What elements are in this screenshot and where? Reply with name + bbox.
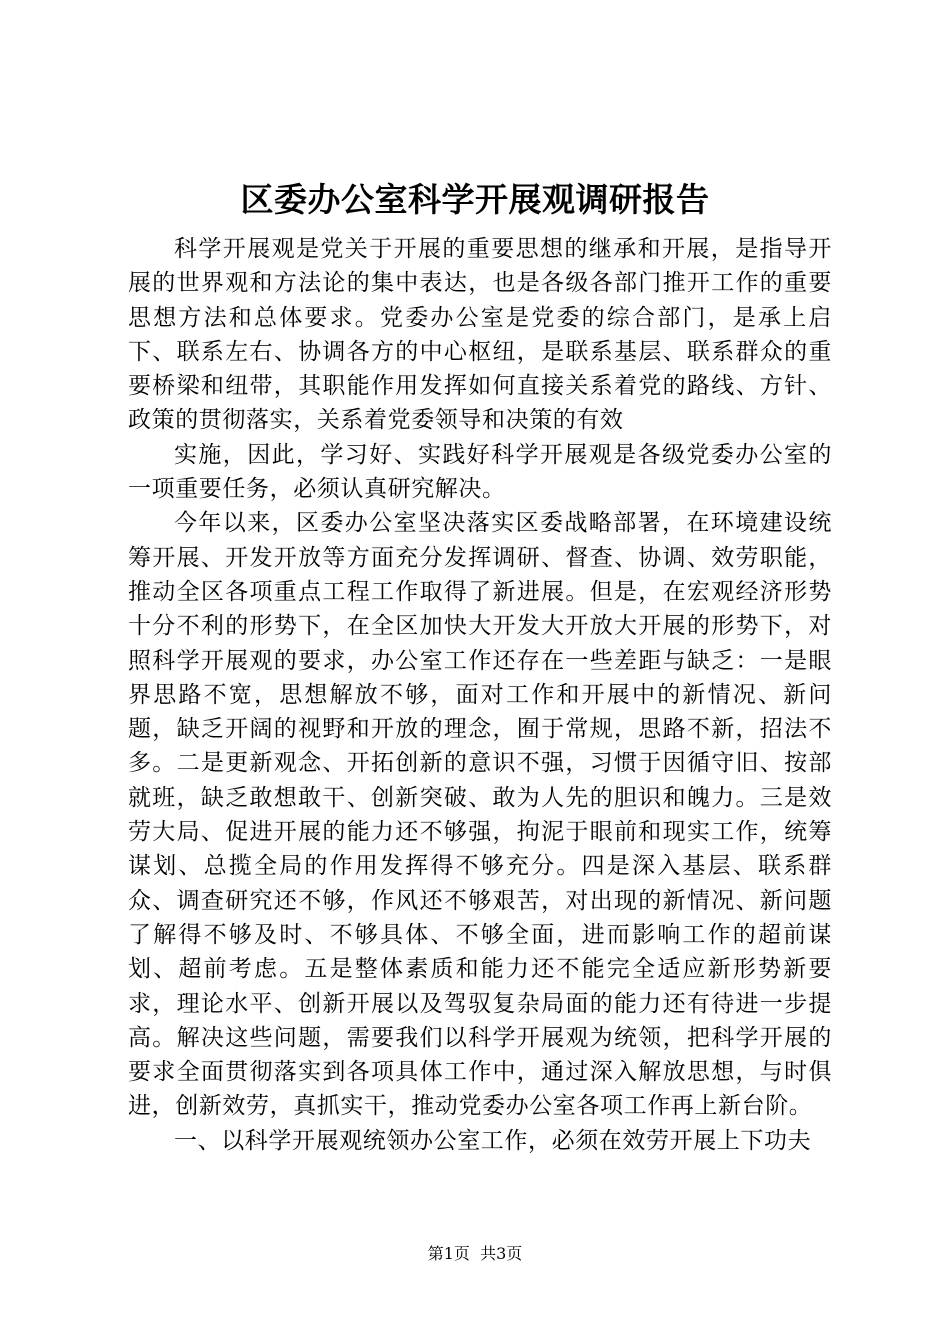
page-total: 共3页 — [480, 1244, 523, 1263]
paragraph-current-status: 今年以来，区委办公室坚决落实区委战略部署，在环境建设统筹开展、开发开放等方面充分发挥调研、督查、协调、效劳职能，推动全区各项重点工程工作取得了新进展。但是，在宏观经济形势十分不利的形势下，在全区加快大开发大开放大开展的形势下，对照科学开展观的要求，办公室工作还存在一些差距与缺乏：一是眼界思路不宽，思想解放不够，面对工作和开展中的新情况、新问题，缺乏开阔的视野和开放的理念，囿于常规，思路不新，招法不多。二是更新观念、开拓创新的意识不强，习惯于因循守旧、按部就班，缺乏敢想敢干、创新突破、敢为人先的胆识和魄力。三是效劳大局、促进开展的能力还不够强，拘泥于眼前和现实工作，统筹谋划、总揽全局的作用发挥得不够充分。四是深入基层、联系群众、调查研究还不够，作风还不够艰苦，对出现的新情况、新问题了解得不够及时、不够具体、不够全面，进而影响工作的超前谋划、超前考虑。五是整体素质和能力还不能完全适应新形势新要求，理论水平、创新开展以及驾驭复杂局面的能力还有待进一步提高。解决这些问题，需要我们以科学开展观为统领，把科学开展的要求全面贯彻落实到各项具体工作中，通过深入解放思想，与时俱进，创新效劳，真抓实干，推动党委办公室各项工作再上新台阶。 — [128, 510, 832, 1120]
paragraph-implementation: 实施，因此，学习好、实践好科学开展观是各级党委办公室的一项重要任务，必须认真研究解决。 — [128, 441, 832, 503]
paragraph-intro: 科学开展观是党关于开展的重要思想的继承和开展，是指导开展的世界观和方法论的集中表达，也是各级各部门推开工作的重要思想方法和总体要求。党委办公室是党委的综合部门，是承上启下、联系左右、协调各方的中心枢纽，是联系基层、联系群众的重要桥梁和纽带，其职能作用发挥如何直接关系着党的路线、方针、政策的贯彻落实，关系着党委领导和决策的有效 — [128, 236, 832, 434]
paragraph-section-heading: 一、以科学开展观统领办公室工作，必须在效劳开展上下功夫 — [174, 1127, 812, 1154]
page-number: 第1页 — [427, 1244, 470, 1263]
document-body — [128, 232, 832, 1158]
document-title: 区委办公室科学开展观调研报告 — [240, 180, 710, 219]
page-footer — [0, 1243, 950, 1265]
